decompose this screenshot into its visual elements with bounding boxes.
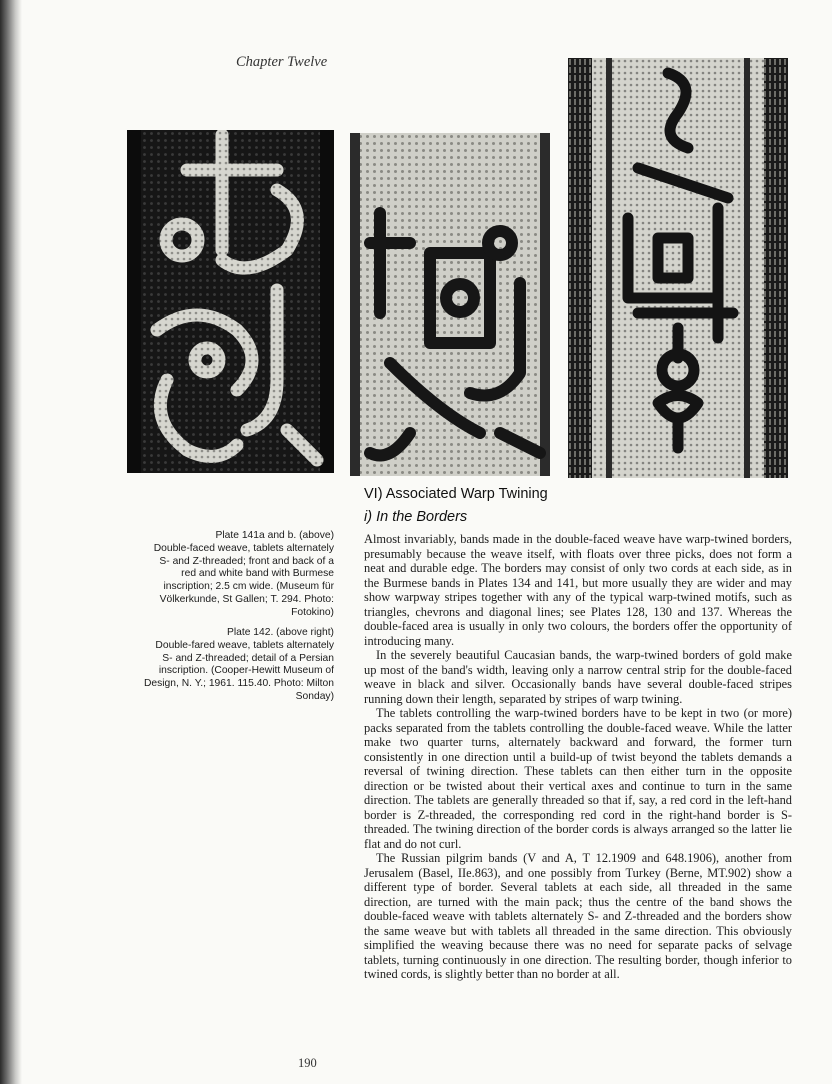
- caption-line: Sonday): [295, 690, 334, 702]
- page-number: 190: [298, 1056, 317, 1070]
- scan-edge-shadow: [0, 0, 22, 1084]
- caption-line: Völkerkunde, St Gallen; T. 294. Photo:: [159, 593, 334, 605]
- section-heading: VI) Associated Warp Twining: [364, 486, 548, 502]
- caption-title: Plate 142. (above right): [226, 627, 334, 638]
- paragraph-1: Almost invariably, bands made in the double-faced weave have warp-twined borders, presumably because the weave itself, with floats over three picks, does not form a neat and durable edge. The borders may consist of only two cords at each side, as in the Burmese bands in Plates 134 and 141, but more usually they are wider and may show warpway stripes together with any of the typical warp-twined motifs, such as triangles, chevrons and diagonal lines; see Plates 128, 130 and 137. Whereas the double-faced area is usually in only two colours, the borders offer the opportunity of introducing many.: [364, 532, 792, 648]
- caption-line: S- and Z-threaded; detail of a Persian: [162, 652, 334, 664]
- body-text: [364, 532, 792, 982]
- caption-line: red and white band with Burmese: [181, 568, 334, 580]
- plate-141-caption: [120, 530, 334, 620]
- plate-141-photo: [127, 130, 334, 473]
- plate-141b-photo: [350, 133, 550, 476]
- caption-line: inscription. (Cooper-Hewitt Museum of: [158, 665, 334, 677]
- caption-line: S- and Z-threaded; front and back of a: [159, 555, 334, 567]
- caption-title: Plate 141a and b. (above): [215, 530, 334, 541]
- paragraph-4: The Russian pilgrim bands (V and A, T 12.1909 and 648.1906), another from Jerusalem (Basel, IIe.863), and one possibly from Turkey (Berne, MT.902) show a different type of border. Several tablets at each side, all threaded in the same direction, are turned with the main pack; thus the centre of the band shows the double-faced weave with tablets alternately S- and Z-threaded and the borders show the same weave but with tablets all threaded in the same direction. This obviously simplified the weaving because there was no need for separate packs of selvage tablets, turning continuously in one direction. The resulting border, though inferior to twined cords, is slightly better than no border at all.: [364, 851, 792, 981]
- caption-line: inscription; 2.5 cm wide. (Museum für: [163, 581, 334, 593]
- plate-142-caption: [120, 627, 334, 704]
- plate-142-photo: [568, 58, 788, 478]
- caption-line: Design, N. Y.; 1961. 115.40. Photo: Milton: [143, 678, 334, 690]
- caption-line: Fotokino): [291, 606, 334, 618]
- sub-heading: i) In the Borders: [364, 509, 468, 525]
- paragraph-3: The tablets controlling the warp-twined borders have to be kept in two (or more) packs separated from the tablets controlling the double-faced weave. While the latter make two quarter turns, alternately backward and forward, the former turn consistently in one direction until a build-up of twist beyond the tablets demands a reversal of twining direction. These tablets can then either turn in the opposite direction or be twisted about their vertical axes and continue to turn in the same direction. The tablets are generally threaded so that if, say, a red cord in the left-hand border is Z-threaded, the corresponding red cord in the right-hand border is S-threaded. The twining direction of the border cords is always arranged so the latter lie flat and do not curl.: [364, 706, 792, 851]
- caption-line: Double-faced weave, tablets alternately: [153, 542, 334, 554]
- running-head: Chapter Twelve: [236, 54, 328, 70]
- caption-line: Double-fared weave, tablets alternately: [155, 639, 334, 651]
- paragraph-2: In the severely beautiful Caucasian bands, the warp-twined borders of gold make up most of the band's width, leaving only a narrow central strip for the double-faced weave in black and silver. Occasionally bands have several double-faced stripes running down their length, separated by stripes of warp twining.: [364, 648, 792, 706]
